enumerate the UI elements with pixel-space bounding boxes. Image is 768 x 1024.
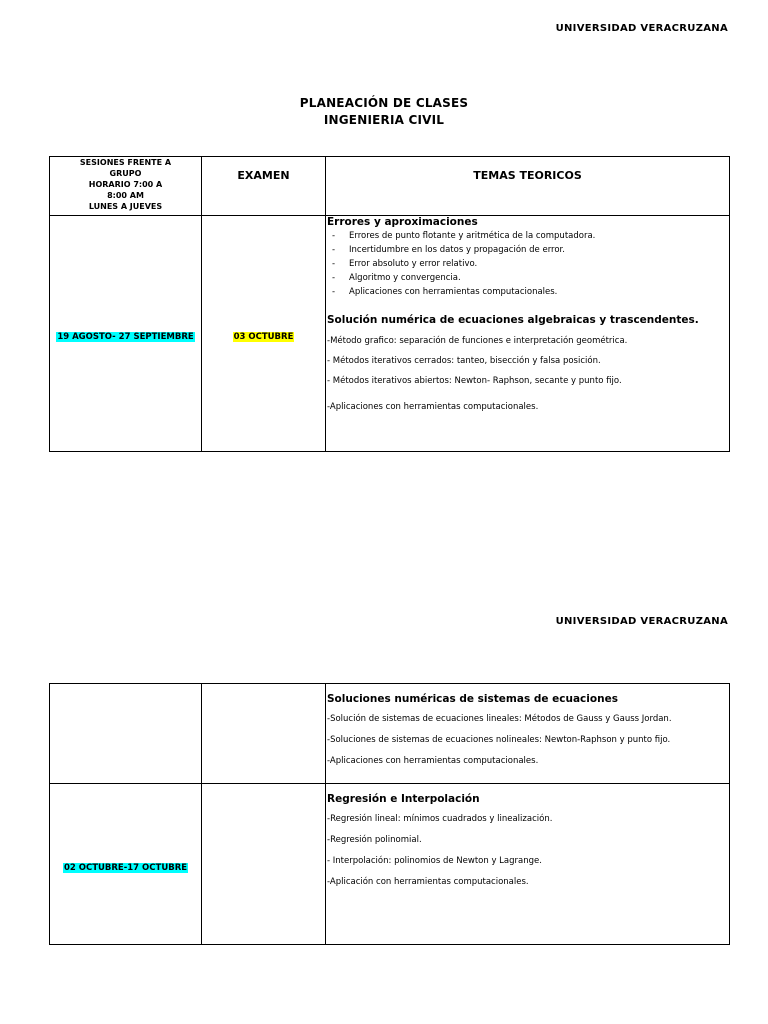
list-item (327, 271, 729, 285)
topic-line: -Aplicaciones con herramientas computacionales. (327, 756, 539, 766)
topic-title: Soluciones numéricas de sistemas de ecuaciones (327, 693, 618, 705)
topic-bullet-list (327, 229, 729, 299)
topic-line: - Métodos iterativos abiertos: Newton- Raphson, secante y punto fijo. (327, 376, 622, 386)
list-item (327, 285, 729, 299)
university-header: UNIVERSIDAD VERACRUZANA (555, 616, 728, 627)
topics-cell (326, 784, 730, 945)
header-temas: TEMAS TEORICOS (473, 169, 582, 182)
header-sesiones-line: 8:00 AM (107, 191, 144, 200)
topic-title: Solución numérica de ecuaciones algebraicas y trascendentes. (327, 314, 699, 326)
dates-cell (50, 684, 202, 784)
topic-line: -Método grafico: separación de funciones e interpretación geométrica. (327, 336, 628, 346)
table-row (50, 784, 730, 945)
table-header-row (50, 157, 730, 216)
table-row (50, 684, 730, 784)
title-line-1: PLANEACIÓN DE CLASES (299, 96, 469, 110)
topic-line: -Aplicaciones con herramientas computacionales. (327, 402, 539, 412)
exam-cell (202, 684, 326, 784)
table-row (50, 216, 730, 452)
header-sesiones-line: SESIONES FRENTE A (79, 158, 172, 167)
topic-line: - Interpolación: polinomios de Newton y Lagrange. (327, 856, 542, 866)
list-item-text: Aplicaciones con herramientas computacionales. (349, 287, 558, 297)
topic-line: -Soluciones de sistemas de ecuaciones nolineales: Newton-Raphson y punto fijo. (327, 735, 671, 745)
dates-highlight: 19 AGOSTO- 27 SEPTIEMBRE (57, 332, 194, 342)
document-title (0, 95, 768, 129)
exam-cell (202, 216, 326, 452)
university-header: UNIVERSIDAD VERACRUZANA (555, 23, 728, 34)
header-sesiones-line: LUNES A JUEVES (88, 202, 163, 211)
header-sesiones-cell (50, 157, 202, 216)
dates-highlight: 02 OCTUBRE-17 OCTUBRE (63, 862, 188, 873)
header-temas-cell (326, 157, 730, 216)
list-item-text: Incertidumbre en los datos y propagación de error. (349, 245, 565, 255)
topics-cell (326, 216, 730, 452)
exam-cell (202, 784, 326, 945)
list-item (327, 229, 729, 243)
topic-line: - Métodos iterativos cerrados: tanteo, bisección y falsa posición. (327, 356, 601, 366)
list-item-text: Errores de punto flotante y aritmética de la computadora. (349, 231, 596, 241)
topics-cell (326, 684, 730, 784)
list-item-text: Error absoluto y error relativo. (349, 259, 478, 269)
bullet-marker: - (332, 273, 336, 283)
title-line-2: INGENIERIA CIVIL (323, 113, 445, 127)
topic-title: Errores y aproximaciones (327, 216, 478, 228)
exam-date-highlight: 03 OCTUBRE (233, 332, 294, 342)
topic-line: -Regresión lineal: mínimos cuadrados y linealización. (327, 814, 553, 824)
dates-cell (50, 216, 202, 452)
bullet-marker: - (332, 231, 336, 241)
header-examen-cell (202, 157, 326, 216)
bullet-marker: - (332, 259, 336, 269)
topic-line: -Aplicación con herramientas computacionales. (327, 877, 529, 887)
class-plan-table-1 (49, 156, 730, 452)
list-item (327, 243, 729, 257)
dates-cell (50, 784, 202, 945)
header-sesiones-line: HORARIO 7:00 A (88, 180, 163, 189)
topic-title: Regresión e Interpolación (327, 793, 480, 805)
header-sesiones-line: GRUPO (109, 169, 142, 178)
list-item-text: Algoritmo y convergencia. (349, 273, 461, 283)
list-item (327, 257, 729, 271)
class-plan-table-2 (49, 683, 730, 945)
bullet-marker: - (332, 287, 336, 297)
topic-line: -Regresión polinomial. (327, 835, 422, 845)
header-examen: EXAMEN (237, 169, 290, 182)
topic-line: -Solución de sistemas de ecuaciones lineales: Métodos de Gauss y Gauss Jordan. (327, 714, 672, 724)
bullet-marker: - (332, 245, 336, 255)
